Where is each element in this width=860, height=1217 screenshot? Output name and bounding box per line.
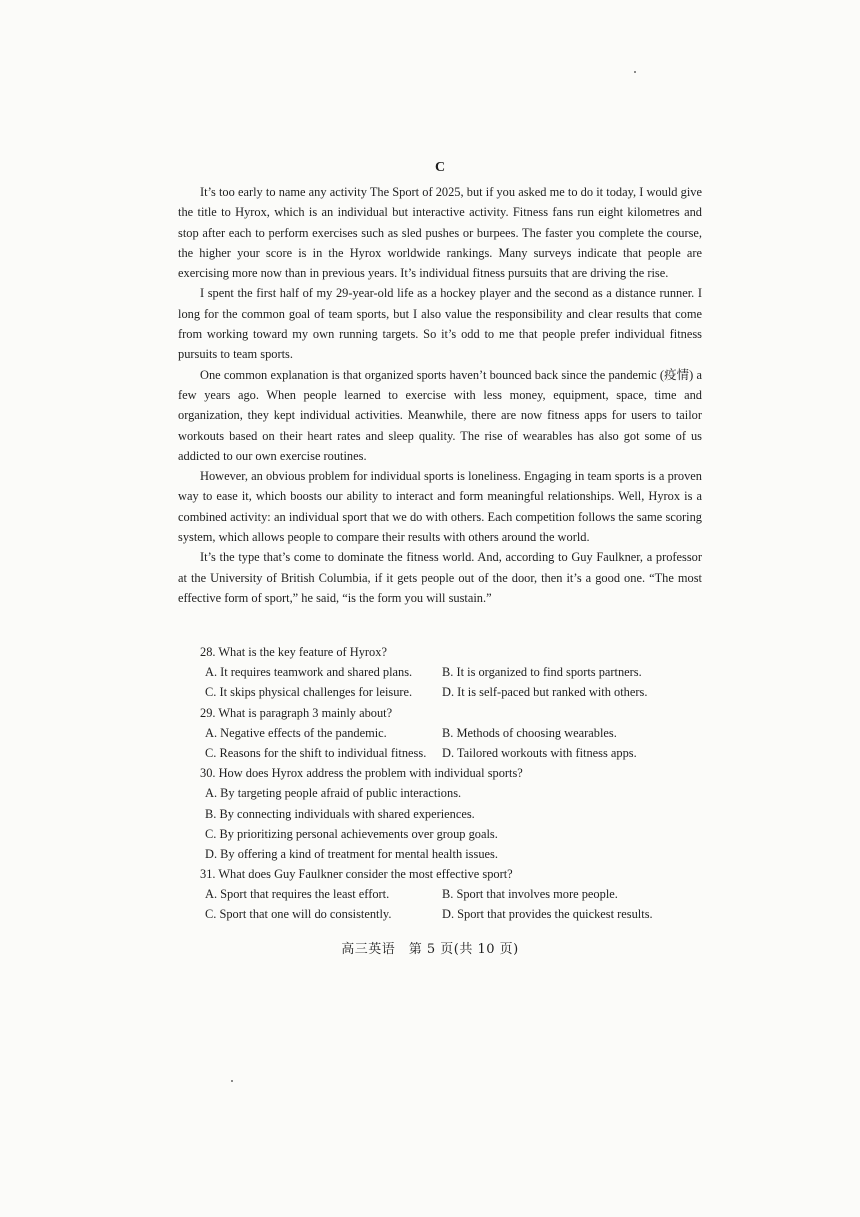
option-a[interactable]: A. By targeting people afraid of public interactions. <box>205 786 462 801</box>
option-d[interactable]: D. Sport that provides the quickest results. <box>442 907 653 922</box>
paragraph-2: I spent the first half of my 29-year-old life as a hockey player and the second as a distance runner. I long for the common goal of team sports, but I also value the responsibility and clear results that come from working toward my own running targets. So it’s odd to me that people prefer individual fitness pursuits to team sports. <box>178 286 702 362</box>
option-row <box>202 682 682 702</box>
question-28 <box>202 642 682 703</box>
option-a[interactable]: A. Sport that requires the least effort. <box>205 887 390 902</box>
question-stem: 29. What is paragraph 3 mainly about? <box>200 705 393 720</box>
question-29 <box>202 703 682 764</box>
question-stem: 30. How does Hyrox address the problem with individual sports? <box>200 766 523 781</box>
option-a[interactable]: A. It requires teamwork and shared plans. <box>205 665 413 680</box>
reading-passage <box>178 160 702 608</box>
paragraph-4: However, an obvious problem for individual sports is loneliness. Engaging in team sports is a proven way to ease it, which boosts our ability to interact and form meaningful relationships. Well, Hyrox is a combined activity: an individual sport that we do with others. Each competition follows the same scoring system, which allows people to compare their results with others around the world. <box>178 469 702 545</box>
paragraph-1: It’s too early to name any activity The Sport of 2025, but if you asked me to do it today, I would give the title to Hyrox, which is an individual but interactive activity. Fitness fans run eight kilometres and stop after each to perform exercises such as sled pushes or burpees. The faster you complete the course, the higher your score is in the Hyrox worldwide rankings. Many surveys indicate that people are exercising more now than in previous years. It’s individual fitness pursuits that are driving the rise. <box>178 185 702 281</box>
option-c[interactable]: C. Sport that one will do consistently. <box>205 907 392 922</box>
paragraph-5: It’s the type that’s come to dominate the fitness world. And, according to Guy Faulkner, a professor at the University of British Columbia, if it gets people out of the door, then it’s a good one. “The most effective form of sport,” he said, “is the form you will sustain.” <box>178 550 702 605</box>
question-stem: 28. What is the key feature of Hyrox? <box>200 645 387 659</box>
option-row <box>202 743 682 763</box>
option-d[interactable]: D. Tailored workouts with fitness apps. <box>442 745 637 760</box>
paragraph-3: One common explanation is that organized sports haven’t bounced back since the pandemic (疫情) a few years ago. When people learned to exercise with less money, equipment, space, time and organization, they kept individual activities. Meanwhile, there are now fitness apps for users to tailor workouts based on their heart rates and sleep quality. The rise of wearables has also got some of us addicted to our own exercise routines. <box>178 367 702 463</box>
page-footer: 高三英语 第 5 页(共 10 页) <box>341 942 519 957</box>
option-d[interactable]: D. By offering a kind of treatment for mental health issues. <box>205 846 498 861</box>
question-31 <box>202 864 682 925</box>
option-b[interactable]: B. By connecting individuals with shared experiences. <box>205 806 475 821</box>
option-row <box>202 904 682 924</box>
option-c[interactable]: C. Reasons for the shift to individual fitness. <box>205 745 427 760</box>
section-heading: C <box>434 160 446 175</box>
question-list <box>202 642 682 925</box>
question-stem: 31. What does Guy Faulkner consider the most effective sport? <box>200 867 513 882</box>
option-d[interactable]: D. It is self-paced but ranked with others. <box>442 685 648 700</box>
scan-speck <box>634 71 636 73</box>
option-c[interactable]: C. By prioritizing personal achievements over group goals. <box>205 826 498 841</box>
question-30 <box>202 763 682 864</box>
option-row <box>202 723 682 743</box>
option-a[interactable]: A. Negative effects of the pandemic. <box>205 725 387 740</box>
option-c[interactable]: C. It skips physical challenges for leisure. <box>205 685 413 700</box>
option-row <box>202 662 682 682</box>
option-b[interactable]: B. Sport that involves more people. <box>442 887 618 902</box>
option-row <box>202 884 682 904</box>
option-b[interactable]: B. It is organized to find sports partners. <box>442 665 642 680</box>
option-b[interactable]: B. Methods of choosing wearables. <box>442 725 617 740</box>
scan-speck <box>231 1080 233 1082</box>
